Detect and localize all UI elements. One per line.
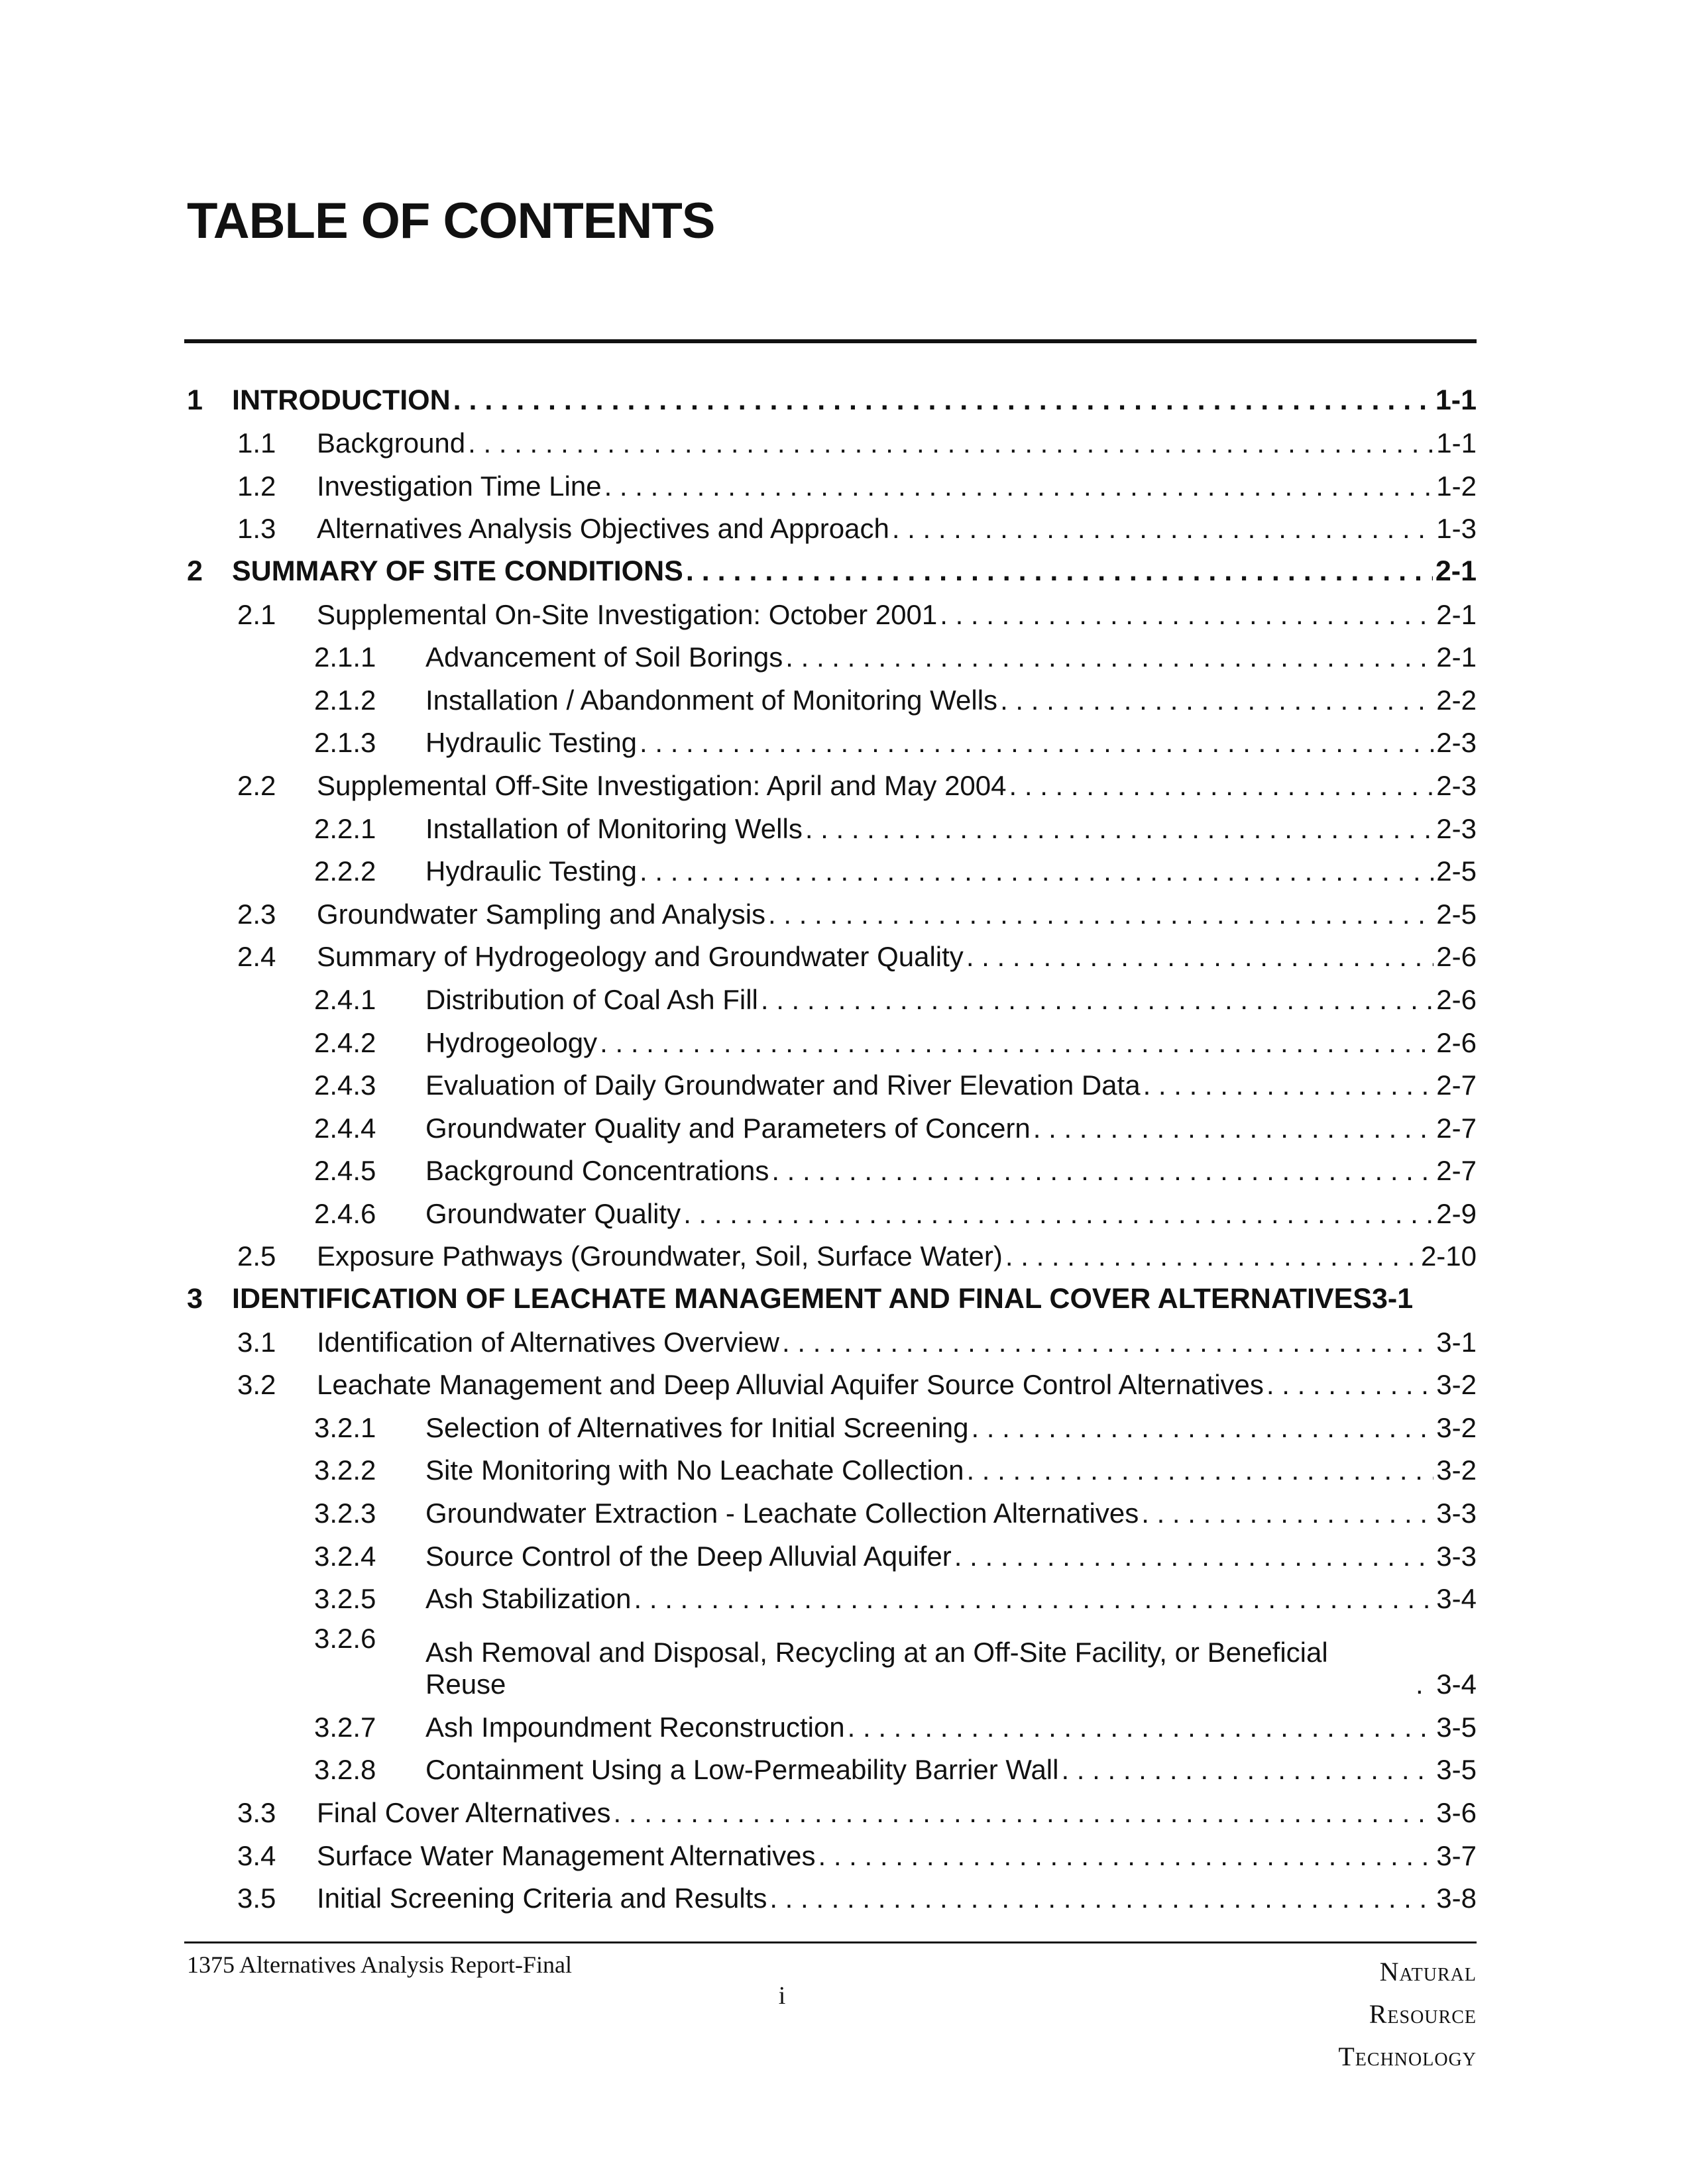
toc-entry-page: 2-1 xyxy=(1435,555,1477,587)
toc-entry-number: 3.2.3 xyxy=(314,1498,376,1529)
toc-entry[interactable] xyxy=(184,763,1477,806)
dot-leader xyxy=(453,384,1433,417)
toc-entry-title: Background Concentrations xyxy=(425,1155,769,1187)
toc-entry-number: 3.3 xyxy=(237,1797,276,1828)
dot-leader xyxy=(1416,1668,1433,1700)
toc-entry-title: Initial Screening Criteria and Results xyxy=(317,1883,767,1914)
toc-entry-number: 2.2 xyxy=(237,769,276,801)
dot-leader xyxy=(954,1541,1434,1572)
toc-entry-page: 3-4 xyxy=(1436,1668,1477,1700)
toc-entry-page: 3-2 xyxy=(1436,1369,1477,1401)
dot-leader xyxy=(971,1412,1433,1444)
toc-entry[interactable] xyxy=(184,635,1477,678)
toc-entry-page: 2-5 xyxy=(1436,855,1477,887)
toc-entry-number: 2.1 xyxy=(237,598,276,630)
toc-entry-number: 2 xyxy=(187,555,203,587)
toc-entry[interactable] xyxy=(184,1362,1477,1405)
toc-entry[interactable] xyxy=(184,1490,1477,1533)
footer-divider xyxy=(184,1941,1477,1943)
toc-entry-number: 3.2.4 xyxy=(314,1540,376,1572)
toc-entry-page: 2-5 xyxy=(1436,898,1477,930)
dot-leader xyxy=(1033,1113,1434,1144)
toc-entry-title: Surface Water Management Alternatives xyxy=(317,1839,816,1871)
toc-entry[interactable] xyxy=(184,1747,1477,1790)
toc-entry[interactable] xyxy=(184,849,1477,892)
dot-leader xyxy=(1005,1240,1418,1272)
toc-entry-number: 2.1.2 xyxy=(314,684,376,716)
toc-entry-page: 3-2 xyxy=(1436,1454,1477,1486)
toc-entry-number: 2.1.3 xyxy=(314,727,376,759)
dot-leader xyxy=(604,470,1434,502)
toc-entry-page: 2-3 xyxy=(1436,812,1477,844)
dot-leader xyxy=(1000,684,1433,716)
toc-entry-title: Hydraulic Testing xyxy=(425,727,638,759)
toc-entry[interactable] xyxy=(184,463,1477,506)
toc-entry-number: 2.4.1 xyxy=(314,983,376,1015)
title-divider xyxy=(184,339,1477,343)
toc-entry-page: 2-1 xyxy=(1436,641,1477,673)
toc-entry-page: 3-4 xyxy=(1436,1583,1477,1615)
toc-entry[interactable] xyxy=(184,677,1477,720)
dot-leader xyxy=(683,1198,1433,1230)
toc-entry-number: 3.2.1 xyxy=(314,1411,376,1443)
toc-entry-page: 2-3 xyxy=(1436,727,1477,759)
toc-entry-title: Site Monitoring with No Leachate Collection xyxy=(425,1454,964,1486)
toc-entry-title: Source Control of the Deep Alluvial Aquifer xyxy=(425,1540,952,1572)
toc-entry[interactable] xyxy=(184,1234,1477,1277)
toc-entry-number: 1.2 xyxy=(237,470,276,502)
toc-entry-title: Supplemental Off-Site Investigation: April and May 2004 xyxy=(317,769,1007,801)
toc-entry-title: INTRODUCTION xyxy=(232,384,451,416)
toc-entry-page: 2-3 xyxy=(1436,769,1477,801)
toc-entry-number: 3 xyxy=(187,1283,203,1315)
dot-leader xyxy=(600,1027,1433,1059)
toc-entry-page: 3-1 xyxy=(1371,1283,1414,1315)
toc-entry[interactable] xyxy=(184,549,1477,592)
dot-leader xyxy=(1143,1069,1434,1101)
toc-entry-title: Hydrogeology xyxy=(425,1026,598,1058)
toc-entry-title: Investigation Time Line xyxy=(317,470,602,502)
toc-entry[interactable] xyxy=(184,1704,1477,1747)
toc-entry-title: Installation / Abandonment of Monitoring Wells xyxy=(425,684,998,716)
dot-leader xyxy=(686,555,1433,588)
toc-entry-title: Groundwater Extraction - Leachate Collection Alternatives xyxy=(425,1498,1139,1529)
toc-entry-number: 3.2.5 xyxy=(314,1583,376,1615)
toc-entry-page: 1-1 xyxy=(1435,384,1477,416)
dot-leader xyxy=(640,727,1433,759)
toc-entry-page: 3-5 xyxy=(1436,1711,1477,1743)
toc-entry-page: 2-7 xyxy=(1436,1112,1477,1144)
toc-entry-title: Ash Stabilization xyxy=(425,1583,632,1615)
toc-entry-number: 3.2.7 xyxy=(314,1711,376,1743)
toc-entry-title: Exposure Pathways (Groundwater, Soil, Surface Water) xyxy=(317,1240,1003,1272)
toc-entry-title: Distribution of Coal Ash Fill xyxy=(425,983,758,1015)
toc-entry-number: 3.2.8 xyxy=(314,1754,376,1786)
toc-entry-number: 1 xyxy=(187,384,203,416)
toc-entry[interactable] xyxy=(184,1833,1477,1876)
toc-entry-number: 2.4.3 xyxy=(314,1069,376,1101)
toc-entry-title: Identification of Alternatives Overview xyxy=(317,1326,780,1358)
toc-entry-page: 3-7 xyxy=(1436,1839,1477,1871)
toc-entry-title: Containment Using a Low-Permeability Barrier Wall xyxy=(425,1754,1059,1786)
toc-entry-page: 3-3 xyxy=(1436,1540,1477,1572)
toc-entry-number: 2.1.1 xyxy=(314,641,376,673)
toc-entry[interactable] xyxy=(184,592,1477,635)
footer-company-name xyxy=(1338,1951,1477,2078)
toc-entry-number: 3.1 xyxy=(237,1326,276,1358)
table-of-contents xyxy=(184,378,1477,1918)
company-line-3: Technology xyxy=(1338,2042,1477,2071)
toc-entry-page: 1-1 xyxy=(1436,427,1477,459)
toc-entry-number: 2.4.6 xyxy=(314,1197,376,1229)
toc-entry-title: Final Cover Alternatives xyxy=(317,1797,611,1828)
dot-leader xyxy=(468,427,1433,459)
toc-entry-title: Evaluation of Daily Groundwater and River Elevation Data xyxy=(425,1069,1141,1101)
toc-entry-title: Hydraulic Testing xyxy=(425,855,638,887)
dot-leader xyxy=(761,984,1433,1016)
toc-entry-page: 2-6 xyxy=(1436,941,1477,973)
toc-entry-number: 1.1 xyxy=(237,427,276,459)
toc-entry-title: Summary of Hydrogeology and Groundwater Quality xyxy=(317,941,964,973)
toc-entry-page: 3-2 xyxy=(1436,1411,1477,1443)
company-line-1: Natural xyxy=(1379,1957,1477,1987)
dot-leader xyxy=(769,1883,1433,1914)
toc-entry[interactable] xyxy=(184,1876,1477,1919)
toc-entry-page: 1-2 xyxy=(1436,470,1477,502)
toc-entry-number: 3.2.2 xyxy=(314,1454,376,1486)
toc-entry-page: 2-2 xyxy=(1436,684,1477,716)
toc-entry-number: 2.5 xyxy=(237,1240,276,1272)
toc-entry[interactable] xyxy=(184,720,1477,763)
dot-leader xyxy=(848,1712,1434,1743)
toc-entry[interactable] xyxy=(184,1405,1477,1448)
toc-entry[interactable] xyxy=(184,1276,1477,1319)
toc-entry-title: Ash Impoundment Reconstruction xyxy=(425,1711,845,1743)
page-title: TABLE OF CONTENTS xyxy=(187,193,715,249)
dot-leader xyxy=(614,1797,1434,1829)
toc-entry-title: IDENTIFICATION OF LEACHATE MANAGEMENT AND FINAL COVER ALTERNATIVES xyxy=(232,1283,1372,1315)
dot-leader xyxy=(966,941,1433,973)
dot-leader xyxy=(1266,1369,1433,1401)
dot-leader xyxy=(940,599,1433,631)
toc-entry-title: Selection of Alternatives for Initial Screening xyxy=(425,1411,969,1443)
toc-entry-number: 2.4.4 xyxy=(314,1112,376,1144)
toc-entry-title: Alternatives Analysis Objectives and Approach xyxy=(317,513,889,545)
toc-entry-number: 3.4 xyxy=(237,1839,276,1871)
footer-report-title: 1375 Alternatives Analysis Report-Final xyxy=(187,1951,572,1978)
toc-entry[interactable] xyxy=(184,1105,1477,1148)
toc-entry-page: 3-1 xyxy=(1436,1326,1477,1358)
toc-entry-page: 3-6 xyxy=(1436,1797,1477,1828)
toc-entry-number: 3.5 xyxy=(237,1883,276,1914)
toc-entry-page: 2-7 xyxy=(1436,1155,1477,1187)
toc-entry-title: Advancement of Soil Borings xyxy=(425,641,783,673)
toc-entry-title: Supplemental On-Site Investigation: October 2001 xyxy=(317,598,938,630)
toc-entry-number: 2.4 xyxy=(237,941,276,973)
toc-entry-number: 2.2.1 xyxy=(314,812,376,844)
dot-leader xyxy=(1061,1754,1433,1786)
toc-entry[interactable] xyxy=(184,1148,1477,1191)
dot-leader xyxy=(966,1454,1433,1486)
toc-entry[interactable] xyxy=(184,1576,1477,1619)
toc-entry-title: Leachate Management and Deep Alluvial Aquifer Source Control Alternatives xyxy=(317,1369,1264,1401)
dot-leader xyxy=(785,641,1433,673)
toc-entry[interactable] xyxy=(184,1448,1477,1491)
toc-entry-title: Groundwater Quality xyxy=(425,1197,681,1229)
toc-entry-page: 3-8 xyxy=(1436,1883,1477,1914)
toc-entry[interactable] xyxy=(184,506,1477,549)
dot-leader xyxy=(634,1583,1434,1615)
toc-entry[interactable] xyxy=(184,1191,1477,1234)
toc-entry-title: SUMMARY OF SITE CONDITIONS xyxy=(232,555,683,587)
toc-entry-page: 3-3 xyxy=(1436,1498,1477,1529)
toc-entry-number: 2.2.2 xyxy=(314,855,376,887)
dot-leader xyxy=(1141,1498,1433,1529)
company-line-2: Resource xyxy=(1369,1999,1477,2029)
toc-entry[interactable] xyxy=(184,1790,1477,1833)
toc-entry[interactable] xyxy=(184,891,1477,934)
toc-entry-title: Ash Removal and Disposal, Recycling at an Off-Site Facility, or Beneficial Reuse xyxy=(425,1637,1328,1700)
toc-entry[interactable] xyxy=(184,934,1477,977)
toc-entry-page: 3-5 xyxy=(1436,1754,1477,1786)
toc-entry[interactable] xyxy=(184,977,1477,1020)
toc-entry-number: 2.4.5 xyxy=(314,1155,376,1187)
toc-entry[interactable] xyxy=(184,1063,1477,1106)
toc-entry[interactable] xyxy=(184,1533,1477,1576)
dot-leader xyxy=(640,855,1433,887)
toc-entry-title: Background xyxy=(317,427,466,459)
toc-entry-number: 2.3 xyxy=(237,898,276,930)
toc-entry-number: 1.3 xyxy=(237,513,276,545)
toc-entry-title: Groundwater Sampling and Analysis xyxy=(317,898,766,930)
toc-entry-page: 2-9 xyxy=(1436,1197,1477,1229)
dot-leader xyxy=(818,1840,1433,1872)
dot-leader xyxy=(771,1155,1433,1187)
footer-page-number: i xyxy=(778,1982,786,2010)
toc-entry-title: Installation of Monitoring Wells xyxy=(425,812,803,844)
toc-entry[interactable] xyxy=(184,1020,1477,1063)
toc-entry-title: Groundwater Quality and Parameters of Concern xyxy=(425,1112,1031,1144)
toc-entry[interactable] xyxy=(184,1619,1477,1704)
toc-entry-page: 2-10 xyxy=(1420,1240,1477,1272)
toc-entry[interactable] xyxy=(184,378,1477,421)
dot-leader xyxy=(805,813,1433,845)
toc-entry-number: 3.2.6 xyxy=(314,1623,376,1655)
toc-entry[interactable] xyxy=(184,1319,1477,1362)
toc-entry[interactable] xyxy=(184,421,1477,464)
toc-entry[interactable] xyxy=(184,806,1477,849)
dot-leader xyxy=(1009,770,1434,802)
dot-leader xyxy=(892,513,1433,545)
toc-entry-page: 2-6 xyxy=(1436,1026,1477,1058)
toc-entry-number: 3.2 xyxy=(237,1369,276,1401)
dot-leader xyxy=(782,1327,1433,1358)
toc-entry-page: 2-6 xyxy=(1436,983,1477,1015)
toc-entry-number: 2.4.2 xyxy=(314,1026,376,1058)
toc-entry-page: 1-3 xyxy=(1436,513,1477,545)
toc-entry-page: 2-1 xyxy=(1436,598,1477,630)
toc-entry-page: 2-7 xyxy=(1436,1069,1477,1101)
dot-leader xyxy=(768,899,1433,930)
